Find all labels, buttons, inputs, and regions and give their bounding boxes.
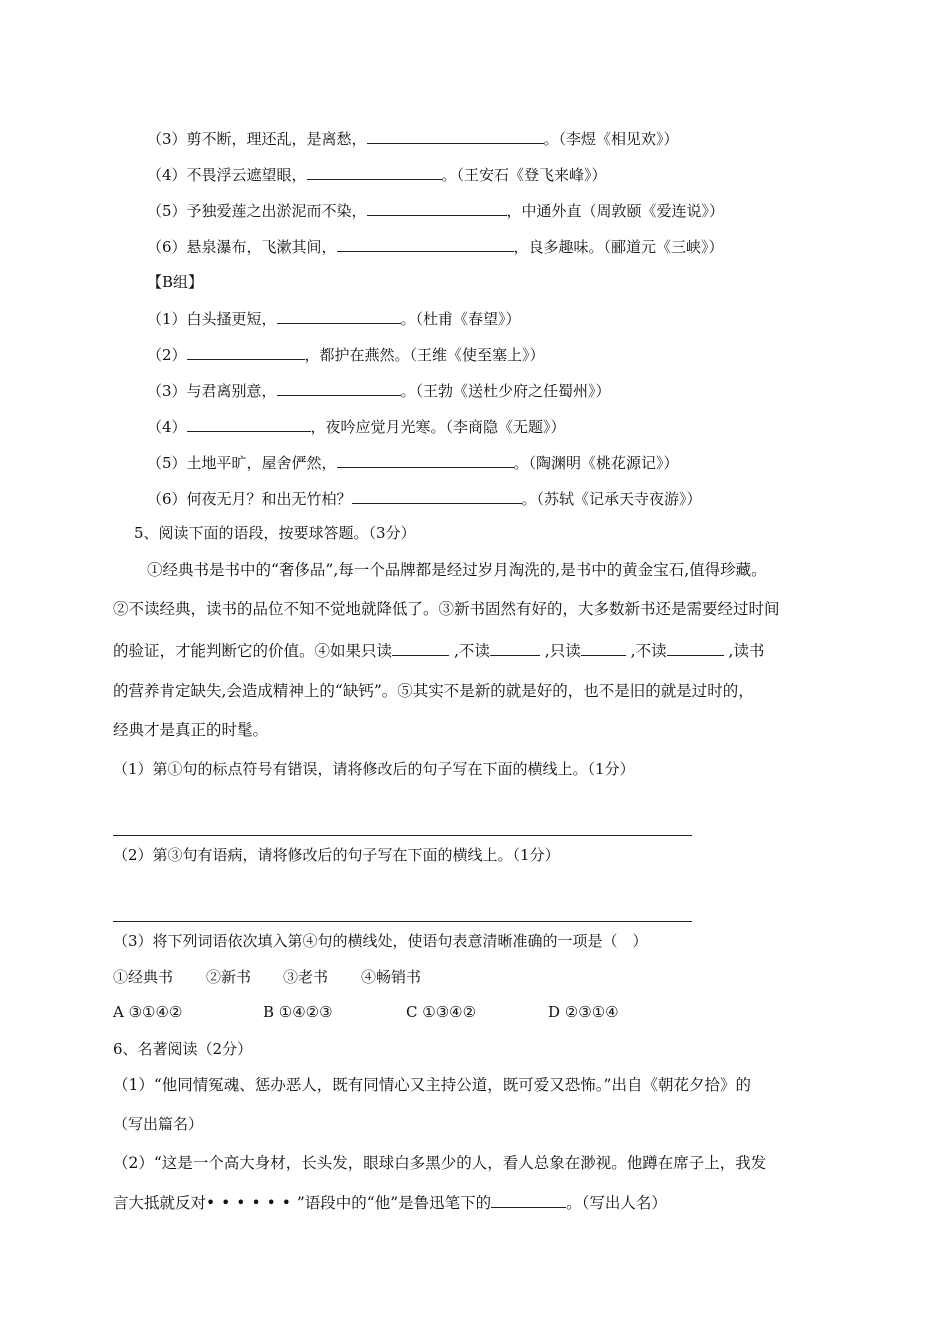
- a-group-q6: [147, 236, 724, 257]
- question-source: 。（苏轼《记承天寺夜游》）: [521, 490, 702, 508]
- question-text: （3）与君离别意，: [147, 382, 277, 400]
- a-group-q5: [147, 200, 724, 221]
- q5-sub3: （3）将下列词语依次填入第④句的横线处，使语句表意清晰准确的一项是（ ）: [113, 932, 648, 950]
- b-group-q5: [147, 452, 679, 473]
- fill-blank-3[interactable]: [581, 640, 626, 656]
- question-text: （1）白头搔更短，: [147, 310, 277, 328]
- passage-line-2: ②不读经典，读书的品位不知不觉地就降低了。③新书固然有好的，大多数新书还是需要经过时间: [113, 600, 780, 618]
- question-text: （2）: [147, 346, 187, 364]
- question-source: 。（王安石《登飞来峰》）: [441, 166, 607, 184]
- b-group-header: 【B组】: [147, 273, 204, 291]
- answer-blank[interactable]: [352, 488, 522, 504]
- answer-blank[interactable]: [367, 128, 544, 144]
- question-source: ，都护在燕然。（王维《使至塞上》）: [304, 346, 545, 364]
- question-source: ，中通外直（周敦颐《爱连说》）: [506, 202, 725, 220]
- answer-line-2[interactable]: [113, 921, 692, 922]
- b-group-q6: [147, 488, 702, 509]
- quote-text: 。（写出人名）: [566, 1194, 667, 1212]
- passage-text: 的验证，才能判断它的价值。④如果只读: [113, 642, 393, 660]
- answer-blank[interactable]: [491, 1192, 566, 1208]
- passage-text: ,读书: [723, 642, 765, 660]
- answer-blank[interactable]: [337, 452, 514, 468]
- question-source: ，夜吟应觉月光寒。（李商隐《无题》）: [310, 418, 566, 436]
- question-source: 。（王勃《送杜少府之任蜀州》）: [400, 382, 611, 400]
- question-source: ，良多趣味。（郦道元《三峡》）: [513, 238, 724, 256]
- question-text: （5）予独爱莲之出淤泥而不染，: [147, 202, 367, 220]
- answer-blank[interactable]: [307, 164, 442, 180]
- answer-line-1[interactable]: [113, 835, 692, 836]
- answer-blank[interactable]: [277, 308, 401, 324]
- quote-text: 言大抵就反对: [113, 1194, 207, 1212]
- b-group-q4: [147, 416, 566, 437]
- question-text: （3）剪不断，理还乱，是离愁，: [147, 130, 367, 148]
- a-group-q3: [147, 128, 679, 149]
- answer-blank[interactable]: [367, 200, 507, 216]
- q6-sub1-line-2: （写出篇名）: [113, 1115, 204, 1133]
- choice-list: [113, 1002, 619, 1022]
- word-item: ①经典书: [113, 968, 174, 986]
- q5-sub2: （2）第③句有语病，请将修改后的句子写在下面的横线上。（1分）: [113, 846, 560, 864]
- passage-line-5: 经典才是真正的时髦。: [113, 721, 269, 739]
- choice-d[interactable]: D ②③①④: [548, 1003, 619, 1021]
- choice-c[interactable]: C ①③④②: [406, 1003, 477, 1021]
- question-text: （5）土地平旷，屋舍俨然，: [147, 454, 337, 472]
- ellipsis-dots: ••••••: [206, 1194, 297, 1212]
- word-item: ④畅销书: [361, 968, 422, 986]
- word-item: ②新书: [206, 968, 252, 986]
- answer-blank[interactable]: [337, 236, 514, 252]
- word-list: [113, 967, 421, 987]
- question-text: （6）悬泉瀑布，飞漱其间，: [147, 238, 337, 256]
- q5-sub1: （1）第①句的标点符号有错误，请将修改后的句子写在下面的横线上。（1分）: [113, 760, 635, 778]
- choice-b[interactable]: B ①④②③: [263, 1003, 333, 1021]
- quote-text: ”语段中的“他”是鲁迅笔下的: [296, 1194, 492, 1212]
- q5-title: 5、阅读下面的语段，按要球答题。（3分）: [134, 524, 416, 542]
- passage-text: ,不读: [625, 642, 667, 660]
- passage-line-1: ①经典书是书中的“奢侈品”,每一个品牌都是经过岁月淘洗的,是书中的黄金宝石,值得珍藏。: [147, 561, 767, 579]
- fill-blank-2[interactable]: [490, 640, 540, 656]
- b-group-q2: [147, 344, 545, 365]
- passage-text: ,只读: [539, 642, 581, 660]
- q6-sub1-line-1: （1）“他同情冤魂、惩办恶人，既有同情心又主持公道，既可爱又恐怖。”出自《朝花夕拾》的: [113, 1076, 751, 1094]
- answer-blank[interactable]: [187, 416, 311, 432]
- passage-text: ,不读: [449, 642, 490, 660]
- b-group-q1: [147, 308, 521, 329]
- fill-blank-1[interactable]: [392, 640, 449, 656]
- q6-title: 6、名著阅读（2分）: [113, 1040, 253, 1058]
- answer-blank[interactable]: [277, 380, 401, 396]
- word-item: ③老书: [283, 968, 329, 986]
- passage-line-4: 的营养肯定缺失,会造成精神上的“缺钙”。⑤其实不是新的就是好的，也不是旧的就是过时的，: [113, 682, 754, 700]
- question-source: 。（李煜《相见欢》）: [543, 130, 679, 148]
- passage-line-3: [113, 640, 764, 661]
- b-group-q3: [147, 380, 611, 401]
- q6-sub2-line-2: [113, 1192, 667, 1213]
- q6-sub2-line-1: （2）“这是一个高大身材，长头发，眼球白多黑少的人，看人总象在渺视。他蹲在席子上，我发: [113, 1154, 767, 1172]
- fill-blank-4[interactable]: [667, 640, 724, 656]
- question-text: （4）不畏浮云遮望眼，: [147, 166, 307, 184]
- answer-blank[interactable]: [187, 344, 305, 360]
- a-group-q4: [147, 164, 607, 185]
- choice-a[interactable]: A ③①④②: [113, 1003, 183, 1021]
- question-text: （6）何夜无月？和出无竹柏？: [147, 490, 352, 508]
- question-source: 。（陶渊明《桃花源记》）: [513, 454, 679, 472]
- question-source: 。（杜甫《春望》）: [400, 310, 521, 328]
- question-text: （4）: [147, 418, 187, 436]
